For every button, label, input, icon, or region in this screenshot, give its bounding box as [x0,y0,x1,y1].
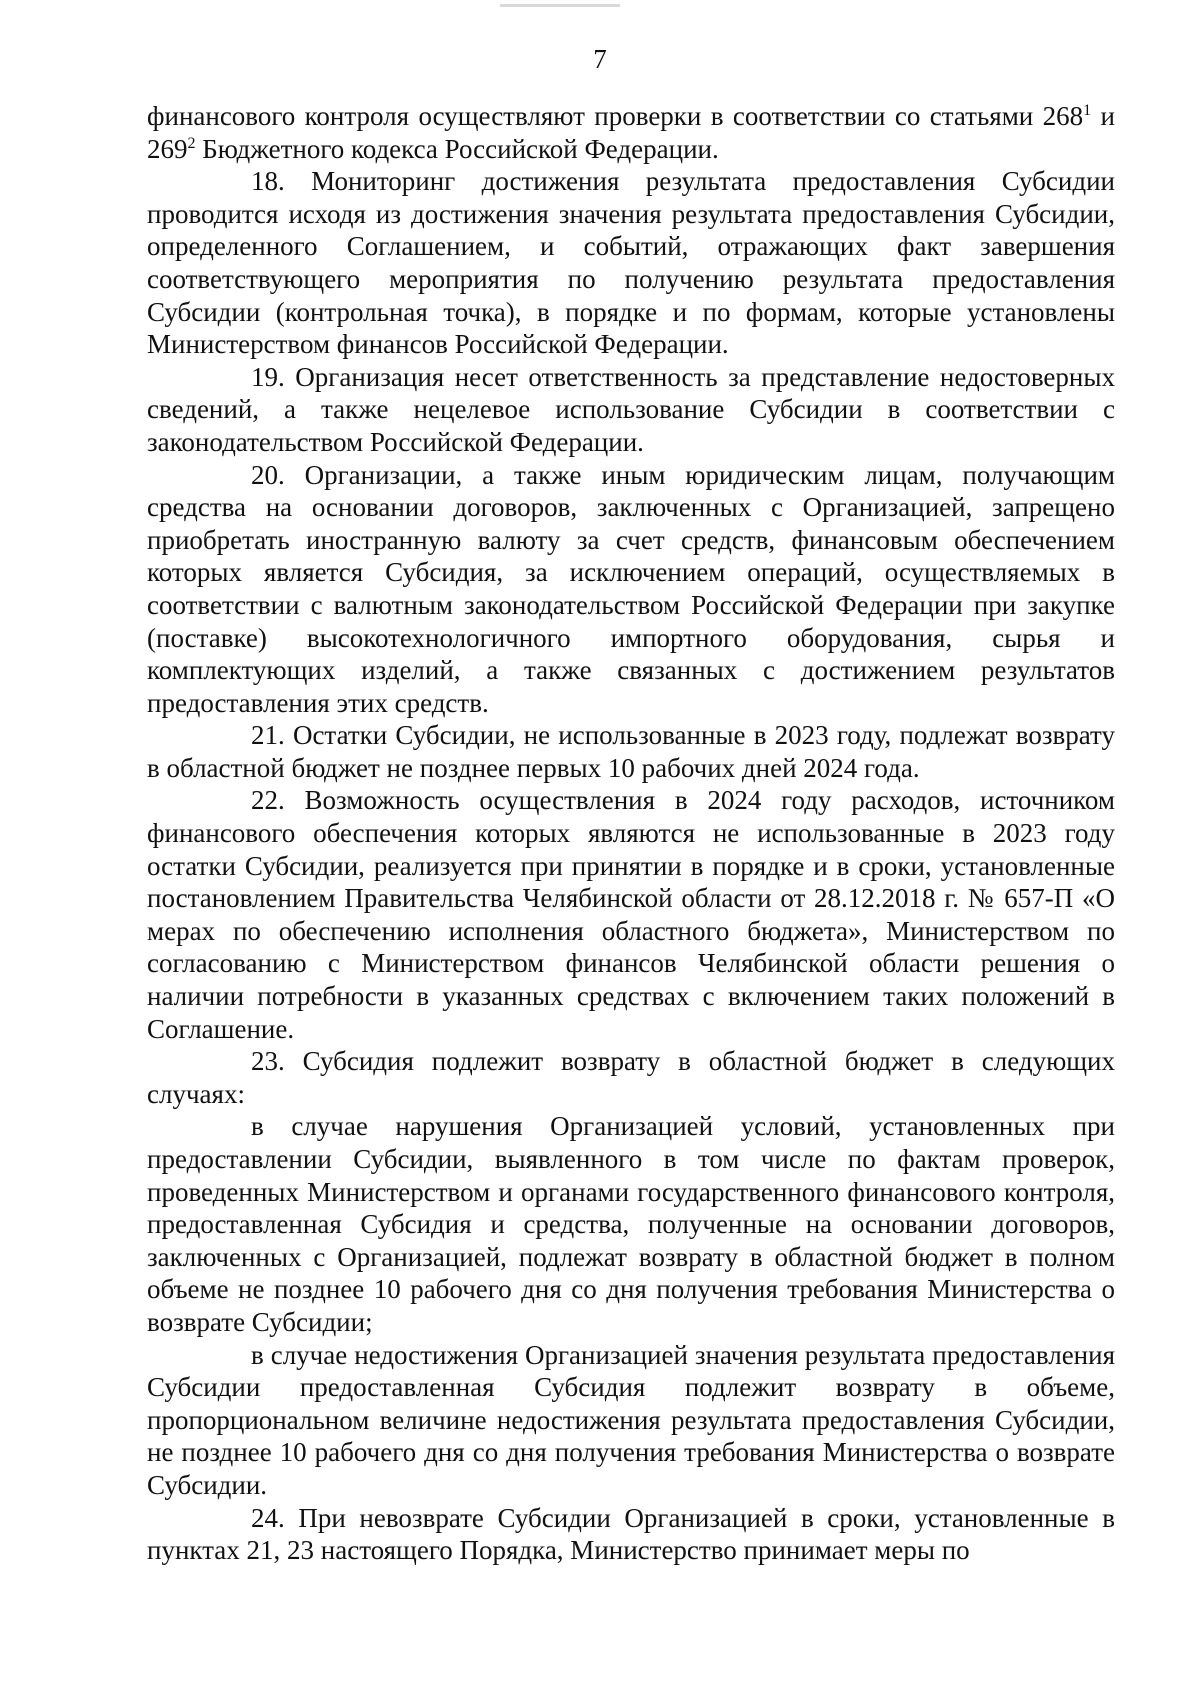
superscript: 2 [187,134,196,152]
text-fragment: и 269 [147,101,1115,164]
paragraph-19: 19. Организация несет ответственность за представление недостоверных сведений, а также нецелевое использование Субсидии в соответствии с законодательством Российской Федерации. [147,361,1115,457]
paragraph-23-case-violation: в случае нарушения Организацией условий, установленных при предоставлении Субсидии, выявленного в том числе по фактам проверок, проведенных Министерством и органами государственного финансового контроля, предоставленная Субсидия и средства, полученные на основании договоров, заключенных с Организацией, подлежат возврату в областной бюджет в полном объеме не позднее 10 рабочего дня со дня получения требования Министерства о возврате Субсидии; [147,1111,1115,1337]
paragraph-23: 23. Субсидия подлежит возврату в областной бюджет в следующих случаях: [147,1046,1115,1109]
text-fragment: Бюджетного кодекса Российской Федерации. [195,133,719,164]
paragraph-18: 18. Мониторинг достижения результата предоставления Субсидии проводится исходя из достижения значения результата предоставления Субсидии, определенного Соглашением, и событий, отражающих факт завершения соответствующего мероприятия по получению результата предоставления Субсидии (контрольная точка), в порядке и по формам, которые установлены Министерством финансов Российской Федерации. [147,166,1115,360]
paragraph-23-case-nonachievement: в случае недостижения Организацией значения результата предоставления Субсидии предоставленная Субсидия подлежит возврату в объеме, пропорциональном величине недостижения результата предоставления Субсидии, не позднее 10 рабочего дня со дня получения требования Министерства о возврате Субсидии. [147,1339,1115,1500]
document-body [147,100,1115,1567]
scan-artifact [500,4,620,7]
paragraph-20: 20. Организации, а также иным юридическим лицам, получающим средства на основании договоров, заключенных с Организацией, запрещено приобретать иностранную валюту за счет средств, финансовым обеспечением которых является Субсидия, за исключением операций, осуществляемых в соответствии с валютным законодательством Российской Федерации при закупке (поставке) высокотехнологичного импортного оборудования, сырья и комплектующих изделий, а также связанных с достижением результатов предоставления этих средств. [147,459,1115,718]
superscript: 1 [1083,102,1092,119]
paragraph-continuation [147,100,1115,165]
page-number: 7 [593,44,607,74]
paragraph-22: 22. Возможность осуществления в 2024 году расходов, источником финансового обеспечения которых являются не использованные в 2023 году остатки Субсидии, реализуется при принятии в порядке и в сроки, установленные постановлением Правительства Челябинской области от 28.12.2018 г. № 657-П «О мерах по обеспечению исполнения областного бюджета», Министерством по согласованию с Министерством финансов Челябинской области решения о наличии потребности в указанных средствах с включением таких положений в Соглашение. [147,785,1115,1044]
paragraph-21: 21. Остатки Субсидии, не использованные в 2023 году, подлежат возврату в областной бюджет не позднее первых 10 рабочих дней 2024 года. [147,720,1115,783]
text-fragment: финансового контроля осуществляют проверки в соответствии со статьями 268 [147,101,1084,131]
paragraph-24: 24. При невозврате Субсидии Организацией в сроки, установленные в пунктах 21, 23 настоящего Порядка, Министерство принимает меры по [147,1502,1115,1566]
